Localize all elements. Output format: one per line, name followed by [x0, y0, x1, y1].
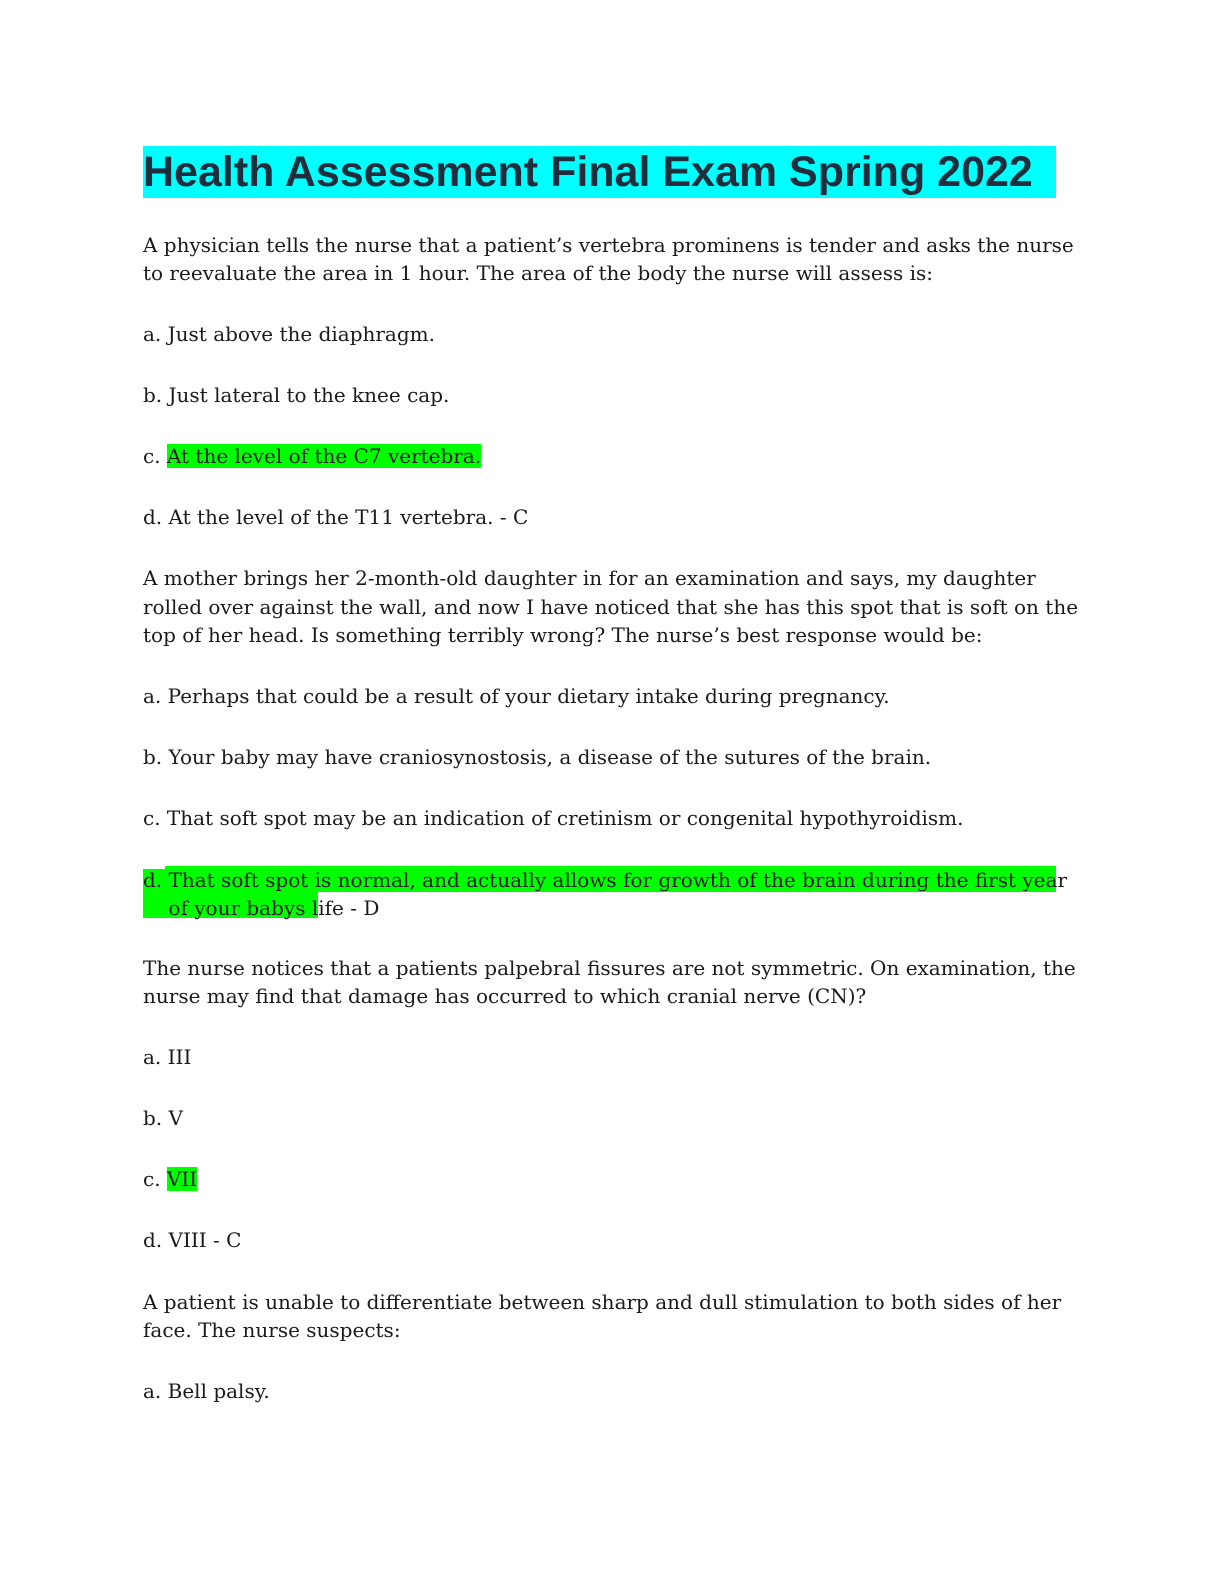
question-3-option-b: b. V [143, 1106, 183, 1130]
option-d-line-1: d. That soft spot is normal, and actually allows for growth of the brain during the first year [143, 868, 1068, 892]
question-1-option-c [143, 442, 1073, 470]
question-3-stem-line-2: nurse may find that damage has occurred to which cranial nerve (CN)? [143, 984, 867, 1008]
page-title: Health Assessment Final Exam Spring 2022 [143, 146, 1056, 198]
question-3-option-c [143, 1165, 1073, 1193]
question-4-option-a: a. Bell palsy. [143, 1379, 270, 1403]
question-4-stem-line-1: A patient is unable to differentiate between sharp and dull stimulation to both sides of her [143, 1290, 1062, 1314]
question-4-stem-line-2: face. The nurse suspects: [143, 1318, 401, 1342]
question-2-option-c: c. That soft spot may be an indication of cretinism or congenital hypothyroidism. [143, 806, 964, 830]
option-d-line-2: of your babys life - D [143, 896, 380, 920]
question-1-stem-line-1: A physician tells the nurse that a patient’s vertebra prominens is tender and asks the nurse [143, 233, 1074, 257]
question-2-stem-line-1: A mother brings her 2-month-old daughter in for an examination and says, my daughter [143, 566, 1036, 590]
question-3-option-a: a. III [143, 1045, 192, 1069]
question-2-option-a: a. Perhaps that could be a result of your dietary intake during pregnancy. [143, 684, 890, 708]
option-prefix: c. [143, 444, 167, 468]
question-2-option-b: b. Your baby may have craniosynostosis, a disease of the sutures of the brain. [143, 745, 932, 769]
question-3-option-d: d. VIII - C [143, 1228, 242, 1252]
question-1-stem-line-2: to reevaluate the area in 1 hour. The area of the body the nurse will assess is: [143, 261, 933, 285]
question-2-stem-line-3: top of her head. Is something terribly wrong? The nurse’s best response would be: [143, 623, 983, 647]
option-prefix: c. [143, 1167, 167, 1191]
question-1-option-b: b. Just lateral to the knee cap. [143, 383, 450, 407]
question-3-stem-line-1: The nurse notices that a patients palpebral fissures are not symmetric. On examination, the [143, 956, 1076, 980]
question-1-option-a: a. Just above the diaphragm. [143, 322, 435, 346]
question-2-stem-line-2: rolled over against the wall, and now I have noticed that she has this spot that is soft on the [143, 595, 1079, 619]
question-1-option-d: d. At the level of the T11 vertebra. - C [143, 505, 529, 529]
highlighted-answer: At the level of the C7 vertebra. [166, 444, 482, 468]
highlighted-answer: VII [166, 1167, 198, 1191]
